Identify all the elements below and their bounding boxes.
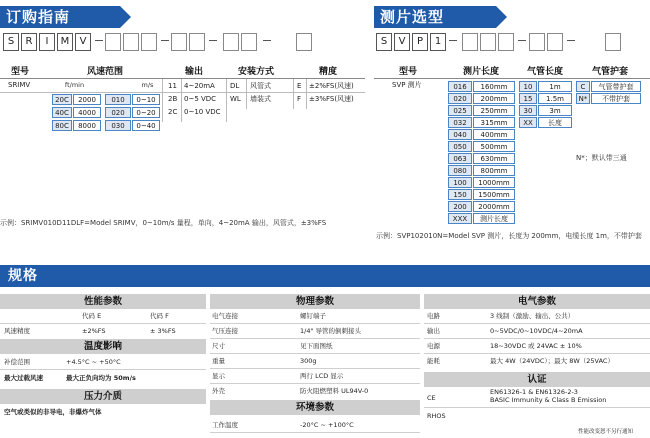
elec-row-label: 能耗 [427,357,440,365]
row-divider [0,369,206,370]
code-letter: P [412,33,428,51]
cert-row-label: CE [427,394,436,402]
row-divider [0,323,206,324]
perf-row-e: ±2%FS [82,327,106,335]
probe-selection-header [374,6,496,28]
col-header-range: 风速范围 [86,67,123,77]
code-letter: I [39,33,55,51]
phys-row-value: 防火阻燃塑料 UL94V-0 [300,387,369,395]
tube-cover-label: 不带护套 [591,93,641,104]
range-ms-code: 010 [105,94,131,105]
pressure-section-title: 压力介质 [0,389,206,404]
code-letter: V [75,33,91,51]
phys-row-label: 电气连接 [212,312,238,320]
code-blank-box [223,33,239,51]
elec-row-label: 输出 [427,327,440,335]
row-divider [424,407,650,408]
cert-row-value-2: BASIC Immunity & Class B Emission [490,396,607,404]
temp-row-label: 补偿范围 [4,358,30,366]
range-ms: 0~40 [132,120,160,131]
unit-ms: m/s [141,81,154,89]
accuracy-code: F [297,95,302,103]
length-code: 080 [448,165,472,176]
pressure-medium-text: 空气或类似的非导电，非爆炸气体 [4,408,102,416]
electrical-section-title: 电气参数 [424,294,650,309]
phys-row-label: 外壳 [212,387,225,395]
length-mm: 1000mm [473,177,515,188]
code-blank-box [480,33,496,51]
phys-row-value: 螺钉端子 [300,312,326,320]
header-arrow-icon [496,6,507,28]
header-arrow-icon [120,6,131,28]
probe-example-note: 示例：SVP102010N=Model SVP 测片，长度为 200mm，电缆长度 1m，不带护套 [376,232,642,240]
performance-section-title: 性能参数 [0,294,206,309]
range-ms-code: 030 [105,120,131,131]
tube-length-code: 15 [519,93,537,104]
col-header-model: 型号 [10,67,29,77]
code-letter: V [394,33,410,51]
accuracy-label: ±2%FS(风速) [309,82,354,90]
range-code: 40C [52,107,72,118]
code-blank-box [123,33,139,51]
row-divider [210,338,420,339]
col-header-tube-cover: 气管护套 [591,67,628,77]
length-mm: 500mm [473,141,515,152]
tube-cover-label: 气管带护套 [591,81,641,92]
temp-row-value: +4.5°C ~ +50°C [66,358,121,366]
col-divider [293,79,294,109]
code-dash [161,40,169,41]
tube-length-code: XX [519,117,537,128]
install-label: 风管式 [250,82,271,90]
accuracy-code: E [297,82,302,90]
footnote: 性能改变恕不另行通知 [578,429,634,435]
code-blank-box [605,33,621,51]
environment-section-title: 环境参数 [210,400,420,415]
range-ms-code: 020 [105,107,131,118]
phys-row-value: 见下面图纸 [300,342,333,350]
code-dash [95,40,103,41]
certification-section-title: 认证 [424,372,650,387]
install-code: WL [230,95,241,103]
col-divider [306,79,307,109]
elec-row-value: 0~5VDC/0~10VDC/4~20mA [490,327,583,335]
code-blank-box [141,33,157,51]
length-mm: 200mm [473,93,515,104]
range-code: 80C [52,120,72,131]
length-mm: 测片长度 [473,213,515,224]
length-mm: 800mm [473,165,515,176]
row-divider [424,353,650,354]
code-letter: R [21,33,37,51]
probe-model-value: SVP 测片 [392,81,422,89]
col-header-output: 输出 [184,67,203,77]
col-header-model: 型号 [398,67,417,77]
col-divider [246,79,247,109]
temp-row-value: 最大正负向均为 50m/s [66,374,136,382]
code-letter: M [57,33,73,51]
specs-header [0,265,650,287]
code-dash [567,40,575,41]
range-ft: 8000 [73,120,101,131]
phys-row-value: 两行 LCD 显示 [300,372,344,380]
phys-row-label: 重量 [212,357,225,365]
range-ft: 4000 [73,107,101,118]
length-code: 025 [448,105,472,116]
header-underline [0,78,365,79]
tube-cover-code: C [576,81,590,92]
elec-row-value: 3 线制（激励、输出、公共） [490,312,575,320]
order-example-note: 示例：SRIMV010D11DLF=Model SRIMV，0~10m/s 量程，单向，4~20mA 输出，风管式，±3%FS [0,219,327,227]
col-divider [181,79,182,122]
accuracy-label: ±3%FS(风速) [309,95,354,103]
tube-length-label: 1m [538,81,572,92]
row-divider [210,368,420,369]
temp-row-label: 最大过载风速 [4,374,43,382]
tube-length-label: 长度 [538,117,572,128]
row-divider [424,338,650,339]
output-code: 2C [168,108,178,116]
perf-row-label: 风速精度 [4,327,30,335]
length-mm: 160mm [473,81,515,92]
code-blank-box [498,33,514,51]
col-header-accuracy: 精度 [318,67,337,77]
code-blank-box [105,33,121,51]
length-code: XXX [448,213,472,224]
header-underline [374,78,650,79]
code-dash [263,40,271,41]
row-divider [210,432,420,433]
code-letter: S [3,33,19,51]
length-mm: 630mm [473,153,515,164]
tube-length-code: 30 [519,105,537,116]
col-header-install: 安装方式 [237,67,274,77]
output-label: 0~10 VDC [184,108,221,116]
col-divider [162,79,163,122]
length-code: 150 [448,189,472,200]
code-blank-box [547,33,563,51]
model-value: SRIMV [8,81,31,89]
elec-row-value: 最大 4W（24VDC）；最大 8W（25VAC） [490,357,614,365]
code-blank-box [241,33,257,51]
output-code: 2B [168,95,178,103]
physical-section-title: 物理参数 [210,294,420,309]
order-guide-header [0,6,120,28]
length-code: 200 [448,201,472,212]
col-code-f: 代码 F [150,312,169,320]
elec-row-label: 电路 [427,312,440,320]
default-note: N*；默认带三通 [576,154,627,162]
cert-row-value: EN61326-1 & EN61326-2-3 [490,388,578,396]
output-label: 0~5 VDC [184,95,217,103]
length-code: 032 [448,117,472,128]
length-code: 020 [448,93,472,104]
tube-length-label: 3m [538,105,572,116]
env-row-value: -20°C ~ +100°C [300,421,354,429]
length-code: 050 [448,141,472,152]
tube-length-label: 1.5m [538,93,572,104]
length-mm: 2000mm [473,201,515,212]
code-letter: 1 [430,33,446,51]
temperature-section-title: 温度影响 [0,339,206,354]
cert-row-label: RHOS [427,412,446,420]
phys-row-value: 300g [300,357,317,365]
phys-row-label: 尺寸 [212,342,225,350]
elec-row-value: 18~30VDC 或 24VAC ± 10% [490,342,582,350]
env-row-label: 工作温度 [212,421,238,429]
phys-row-label: 显示 [212,372,225,380]
col-divider [226,79,227,122]
length-code: 016 [448,81,472,92]
perf-row-f: ± 3%FS [150,327,176,335]
specs-title: 规格 [8,268,38,284]
col-header-length: 测片长度 [462,67,499,77]
order-guide-title: 订购指南 [6,8,71,26]
probe-selection-title: 测片选型 [380,8,445,26]
length-code: 100 [448,177,472,188]
code-letter: S [376,33,392,51]
range-ft: 2000 [73,94,101,105]
tube-cover-code: N* [576,93,590,104]
length-mm: 315mm [473,117,515,128]
code-dash [518,40,526,41]
range-ms: 0~20 [132,107,160,118]
output-code: 11 [168,82,177,90]
install-label: 墙装式 [250,95,271,103]
row-divider [210,323,420,324]
install-code: DL [230,82,240,90]
elec-row-label: 电源 [427,342,440,350]
code-blank-box [462,33,478,51]
phys-row-value: 1/4" 导管的倒刺接头 [300,327,362,335]
output-label: 4~20mA [184,82,215,90]
unit-ftmin: ft/min [64,81,85,89]
col-header-tube-length: 气管长度 [526,67,563,77]
length-code: 063 [448,153,472,164]
length-mm: 250mm [473,105,515,116]
range-code: 20C [52,94,72,105]
code-blank-box [529,33,545,51]
length-mm: 400mm [473,129,515,140]
code-blank-box [296,33,312,51]
row-divider [210,383,420,384]
code-dash [209,40,217,41]
code-blank-box [171,33,187,51]
length-mm: 1500mm [473,189,515,200]
length-code: 040 [448,129,472,140]
code-dash [449,40,457,41]
code-blank-box [189,33,205,51]
phys-row-label: 气压连接 [212,327,238,335]
row-divider [210,353,420,354]
tube-length-code: 10 [519,81,537,92]
range-ms: 0~10 [132,94,160,105]
col-code-e: 代码 E [82,312,102,320]
row-divider [0,92,365,93]
row-divider [424,323,650,324]
